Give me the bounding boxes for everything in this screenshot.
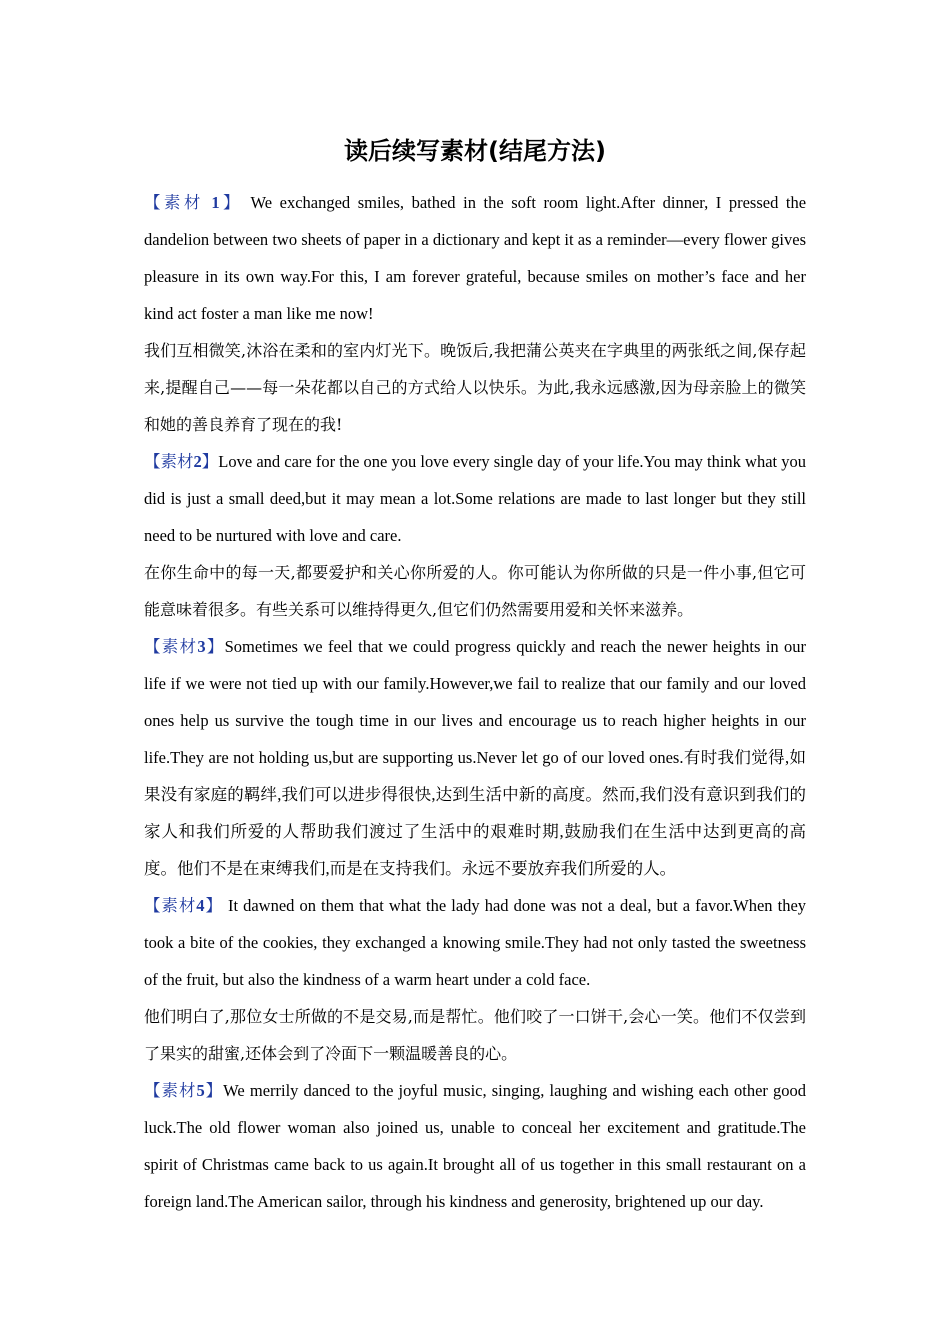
material-chinese: 他们明白了,那位女士所做的不是交易,而是帮忙。他们咬了一口饼干,会心一笑。他们不仅尝到了果实的甜蜜,还体会到了冷面下一颗温暖善良的心。 xyxy=(144,1007,806,1063)
material-chinese: 有时我们觉得,如果没有家庭的羁绊,我们可以进步得很快,达到生活中新的高度。然而,我们没有意识到我们的家人和我们所爱的人帮助我们渡过了生活中的艰难时期,鼓励我们在生活中达到更高的高度。他们不是在束缚我们,而是在支持我们。永远不要放弃我们所爱的人。 xyxy=(144,748,806,878)
material-label: 【素材 1】 xyxy=(144,193,243,212)
material-chinese: 我们互相微笑,沐浴在柔和的室内灯光下。晚饭后,我把蒲公英夹在字典里的两张纸之间,保存起来,提醒自己——每一朵花都以自己的方式给人以快乐。为此,我永远感激,因为母亲脸上的微笑和她的善良养育了现在的我! xyxy=(144,341,806,434)
material-label: 【素材4】 xyxy=(144,896,223,915)
material-english: 【素材5】We merrily danced to the joyful music, singing, laughing and wishing each other good luck.The old flower woman also joined us, unable to conceal her excitement and gratitude.The spirit of Christmas came back to us again.It brought all of us together in this small restaurant on a foreign land.The American sailor, through his kindness and generosity, brightened up our day. xyxy=(144,1081,807,1211)
page-title: 读后续写素材(结尾方法) xyxy=(344,137,606,165)
material-english: 【素材4】 It dawned on them that what the lady had done was not a deal, but a favor.When they took a bite of the cookies, they exchanged a knowing smile.They had not only tasted the sweetness of the fruit, but also the kindness of a warm heart under a cold face. xyxy=(144,896,807,989)
material-english: 【素材 1】 We exchanged smiles, bathed in the soft room light.After dinner, I pressed the dandelion between two sheets of paper in a dictionary and kept it as a reminder—every flower gives pleasure in its own way.For this, I am forever grateful, because smiles on mother’s face and her kind act foster a man like me now! xyxy=(144,193,807,323)
material-label: 【素材5】 xyxy=(144,1081,224,1100)
material-label: 【素材3】 xyxy=(144,637,225,656)
material-chinese: 在你生命中的每一天,都要爱护和关心你所爱的人。你可能认为你所做的只是一件小事,但它可能意味着很多。有些关系可以维持得更久,但它们仍然需要用爱和关怀来滋养。 xyxy=(144,563,806,619)
material-english: 【素材2】Love and care for the one you love every single day of your life.You may think what you did is just a small deed,but it may mean a lot.Some relations are made to last longer but they still need to be nurtured with love and care. xyxy=(144,452,807,545)
material-3 xyxy=(144,628,806,887)
document-body xyxy=(144,184,806,1220)
material-label: 【素材2】 xyxy=(144,452,219,471)
material-1 xyxy=(144,184,806,443)
material-2 xyxy=(144,443,806,628)
material-5 xyxy=(144,1072,806,1220)
material-4 xyxy=(144,887,806,1072)
material-english: 【素材3】Sometimes we feel that we could progress quickly and reach the newer heights in our life if we were not tied up with our family.However,we fail to realize that our family and our loved ones help us survive the tough time in our lives and encourage us to reach higher heights in our life.They are not holding us,but are supporting us.Never let go of our loved ones.有时我们觉得,如果没有家庭的羁绊,我们可以进步得很快,达到生活中新的高度。然而,我们没有意识到我们的家人和我们所爱的人帮助我们渡过了生活中的艰难时期,鼓励我们在生活中达到更高的高度。他们不是在束缚我们,而是在支持我们。永远不要放弃我们所爱的人。 xyxy=(144,637,807,878)
